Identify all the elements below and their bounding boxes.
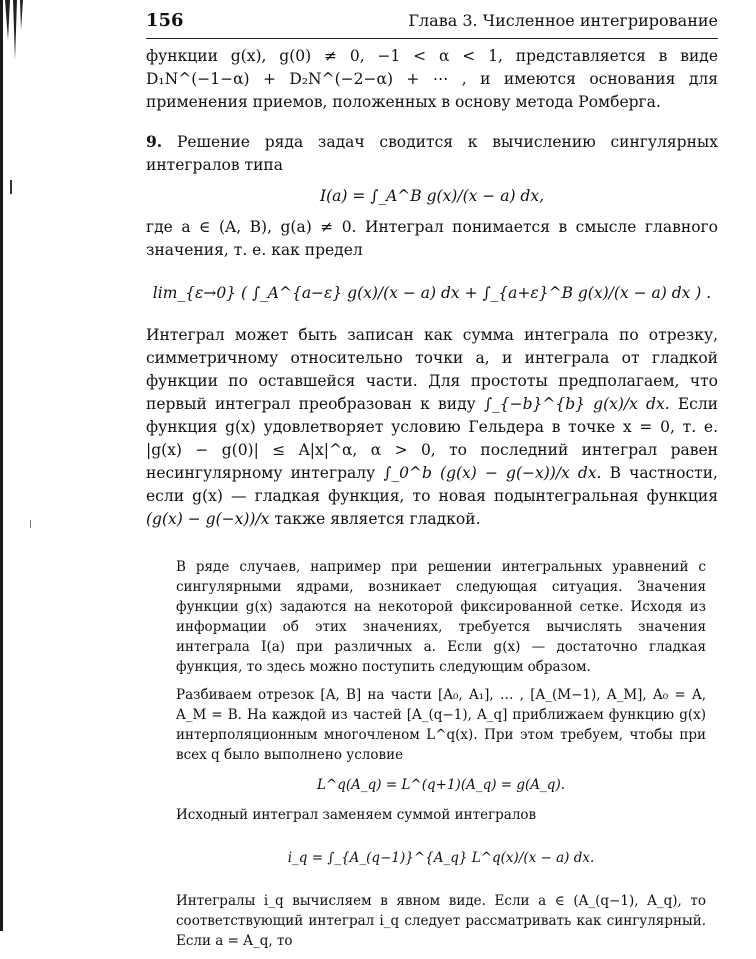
- small-paragraph-3: Исходный интеграл заменяем суммой интегралов: [176, 807, 537, 823]
- item-9-body-2: Если функция g(x) удовлетворяет условию Гельдера в точке x = 0, т. е. |g(x) − g(0)| ≤ A|x|^α, α > 0, то последний интеграл равен несингулярному интегралу: [146, 395, 719, 482]
- scan-edge-marks: [0, 0, 40, 931]
- page-header: [146, 10, 718, 39]
- running-head: Глава 3. Численное интегрирование: [408, 11, 718, 30]
- formula-iq: i_q = ∫_{A_(q−1)}^{A_q} L^q(x)/(x − a) dx.: [287, 850, 595, 866]
- item-9-body-4: также является гладкой.: [274, 510, 481, 528]
- main-text: [146, 45, 718, 531]
- inline-fraction: (g(x) − g(−x))/x: [146, 510, 270, 528]
- inline-integral-symmetric: ∫_{−b}^{b} g(x)/x dx.: [483, 395, 670, 413]
- item-9-intro: Решение ряда задач сводится к вычислению сингулярных интегралов типа: [146, 133, 718, 174]
- formula-interpolation-condition: L^q(A_q) = L^(q+1)(A_q) = g(A_q).: [316, 777, 566, 793]
- item-9-body: [146, 324, 718, 531]
- small-paragraph-1: В ряде случаев, например при решении интегральных уравнений с сингулярными ядрами, возникает следующая ситуация. Значения функции g(x) задаются на некоторой фиксированной сетке. Исходя из информации об этих значениях, требуется вычислять значения интеграла I(a) при различных a. Если g(x) — достаточно гладкая функция, то здесь можно поступить следующим образом.: [176, 559, 706, 675]
- small-paragraph-4: Интегралы i_q вычисляем в явном виде. Если a ∈ (A_(q−1), A_q), то соответствующий интеграл i_q следует рассматривать как сингулярный. Если a = A_q, то: [176, 893, 706, 949]
- item-number: 9.: [146, 132, 163, 151]
- small-paragraph-2: Разбиваем отрезок [A, B] на части [A₀, A₁], … , [A_(M−1), A_M], A₀ = A, A_M = B. На каждой из частей [A_(q−1), A_q] приближаем функцию g(x) интерполяционным многочленом L^q(x). При этом требуем, чтобы при всех q было выполнено условие: [176, 687, 706, 763]
- book-page: [146, 10, 718, 959]
- paragraph-continuation: функции g(x), g(0) ≠ 0, −1 < α < 1, представляется в виде D₁N^(−1−α) + D₂N^(−2−α) + ⋯ , и имеются основания для применения приемов, положенных в основу метода Ромберга.: [146, 47, 718, 111]
- formula-singular-integral: I(a) = ∫_A^B g(x)/(x − a) dx,: [319, 187, 545, 205]
- page-number: 156: [146, 10, 184, 31]
- item-9-body-3: В частности, если g(x) — гладкая функция, то новая подынтегральная функция: [146, 464, 718, 505]
- paragraph-item-9: [146, 130, 718, 177]
- item-9-body-1: Интеграл может быть записан как сумма интеграла по отрезку, симметричному относительно точки a, и интеграла от гладкой функции по оставшейся части. Для простоты предполагаем, что первый интеграл преобразован к виду: [146, 326, 718, 413]
- inline-integral-nonsingular: ∫_0^b (g(x) − g(−x))/x dx.: [383, 464, 602, 482]
- item-9-where: где a ∈ (A, B), g(a) ≠ 0. Интеграл понимается в смысле главного значения, т. е. как предел: [146, 218, 718, 259]
- formula-principal-value-limit: lim_{ε→0} ( ∫_A^{a−ε} g(x)/(x − a) dx + ∫_{a+ε}^B g(x)/(x − a) dx ) .: [152, 284, 712, 302]
- small-print-section: [146, 557, 718, 951]
